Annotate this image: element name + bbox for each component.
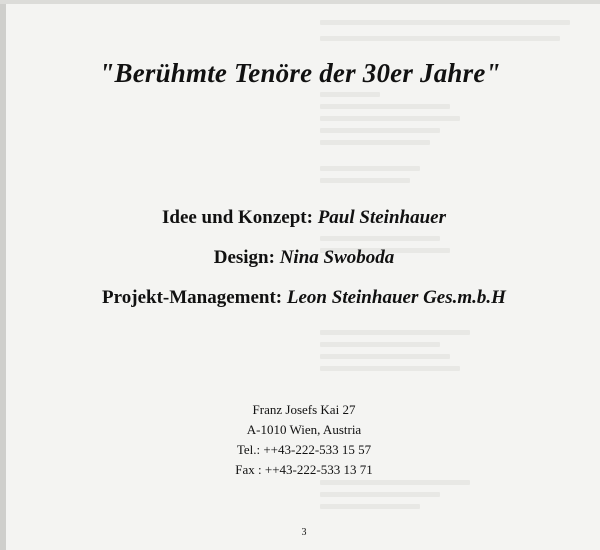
show-through-line	[320, 504, 420, 509]
credit-label: Projekt-Management:	[102, 287, 283, 308]
show-through-line	[320, 104, 450, 109]
credit-name: Paul Steinhauer	[317, 207, 446, 228]
address-phone: Tel.: ++43-222-533 15 57	[236, 442, 372, 457]
show-through-line	[320, 20, 570, 25]
credit-label: Idee und Konzept:	[161, 207, 313, 228]
show-through-line	[320, 342, 440, 347]
page-top-edge	[0, 0, 600, 4]
show-through-line	[320, 330, 470, 335]
show-through-line	[320, 492, 440, 497]
page-number: 3	[301, 527, 307, 538]
address-city: A-1010 Wien, Austria	[246, 422, 362, 437]
credit-name: Leon Steinhauer Ges.m.b.H	[286, 287, 506, 308]
show-through-line	[320, 36, 560, 41]
address-street: Franz Josefs Kai 27	[252, 402, 356, 417]
credit-label: Design:	[213, 247, 275, 268]
show-through-line	[320, 166, 420, 171]
show-through-line	[320, 178, 410, 183]
show-through-line	[320, 236, 440, 241]
credit-concept	[8, 207, 600, 229]
show-through-line	[320, 480, 470, 485]
credit-design	[8, 247, 600, 269]
contact-address	[8, 400, 600, 480]
show-through-line	[320, 92, 380, 97]
address-fax: Fax : ++43-222-533 13 71	[235, 462, 373, 477]
show-through-line	[320, 128, 440, 133]
credit-project-management	[8, 287, 600, 309]
show-through-line	[320, 354, 450, 359]
show-through-line	[320, 140, 430, 145]
show-through-line	[320, 366, 460, 371]
show-through-line	[320, 116, 460, 121]
credit-name: Nina Swoboda	[279, 247, 395, 268]
booklet-title: "Berühmte Tenöre der 30er Jahre"	[99, 58, 501, 88]
